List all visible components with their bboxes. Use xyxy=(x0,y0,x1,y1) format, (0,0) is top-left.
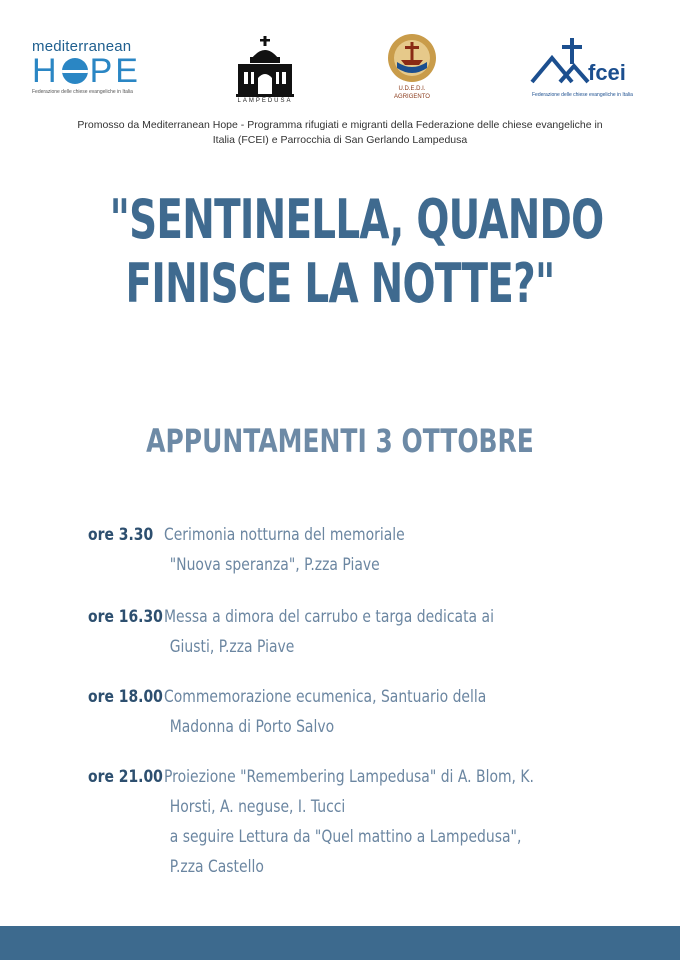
logo-row xyxy=(0,30,680,110)
church-logo-label: LAMPEDUSA xyxy=(237,98,293,104)
event-line: Proiezione "Remembering Lampedusa" di A. Blom, K. xyxy=(164,767,534,787)
promoter-text xyxy=(40,118,640,148)
event-time: ore 21.00 xyxy=(88,767,163,787)
event-line: Commemorazione ecumenica, Santuario della xyxy=(164,687,487,707)
event-line: Cerimonia notturna del memoriale xyxy=(164,525,405,545)
mediterranean-hope-logo xyxy=(32,38,150,95)
event-line: Madonna di Porto Salvo xyxy=(169,717,335,737)
udedi-seal-icon xyxy=(385,32,439,84)
mh-logo-hope-right: PE xyxy=(89,52,141,90)
mh-logo-hope xyxy=(32,52,150,90)
schedule-item xyxy=(88,682,648,742)
mh-logo-hope-left: H xyxy=(32,52,60,90)
event-line: Giusti, P.zza Piave xyxy=(169,637,295,657)
bottom-bar xyxy=(0,926,680,960)
event-line: P.zza Castello xyxy=(169,857,264,877)
event-line: "Nuova speranza", P.zza Piave xyxy=(169,555,380,575)
fcei-logo-subtitle: Federazione delle chiese evangeliche in Italia xyxy=(532,92,633,98)
event-time: ore 16.30 xyxy=(88,607,163,627)
udedi-logo xyxy=(385,32,439,108)
udedi-logo-line2: AGRIGENTO xyxy=(394,94,430,100)
fcei-logo-word: fcei xyxy=(588,60,626,85)
event-description xyxy=(164,762,534,882)
title-line-1: "SENTINELLA, QUANDO xyxy=(109,188,604,251)
fcei-logo xyxy=(528,36,652,106)
event-line: a seguire Lettura da "Quel mattino a Lampedusa", xyxy=(169,827,522,847)
event-line: Horsti, A. neguse, I. Tucci xyxy=(169,797,346,817)
event-description xyxy=(164,520,405,580)
cross-roof-icon xyxy=(528,36,590,88)
event-line: Messa a dimora del carrubo e targa dedicata ai xyxy=(164,607,494,627)
event-time: ore 18.00 xyxy=(88,687,163,707)
event-description xyxy=(164,682,486,742)
udedi-logo-line1: U.D.E.D.I. xyxy=(398,86,426,92)
schedule-item xyxy=(88,520,648,580)
mh-logo-subtitle: Federazione delle chiese evangeliche in Italia xyxy=(32,89,133,95)
event-description xyxy=(164,602,494,662)
church-icon xyxy=(234,34,296,98)
globe-icon xyxy=(62,58,88,84)
schedule-heading: APPUNTAMENTI 3 OTTOBRE xyxy=(146,422,534,460)
promoter-line-1: Promosso da Mediterranean Hope - Programma rifugiati e migranti della Federazione delle chiese evangeliche in xyxy=(77,119,603,131)
schedule-item xyxy=(88,602,648,662)
event-time: ore 3.30 xyxy=(88,525,154,545)
lampedusa-church-logo xyxy=(234,34,296,108)
page-title xyxy=(109,188,604,316)
mh-logo-word: mediterranean xyxy=(32,38,132,55)
title-line-2: FINISCE LA NOTTE?" xyxy=(125,252,555,315)
promoter-line-2: Italia (FCEI) e Parrocchia di San Gerlando Lampedusa xyxy=(212,134,468,146)
schedule-item xyxy=(88,762,648,882)
